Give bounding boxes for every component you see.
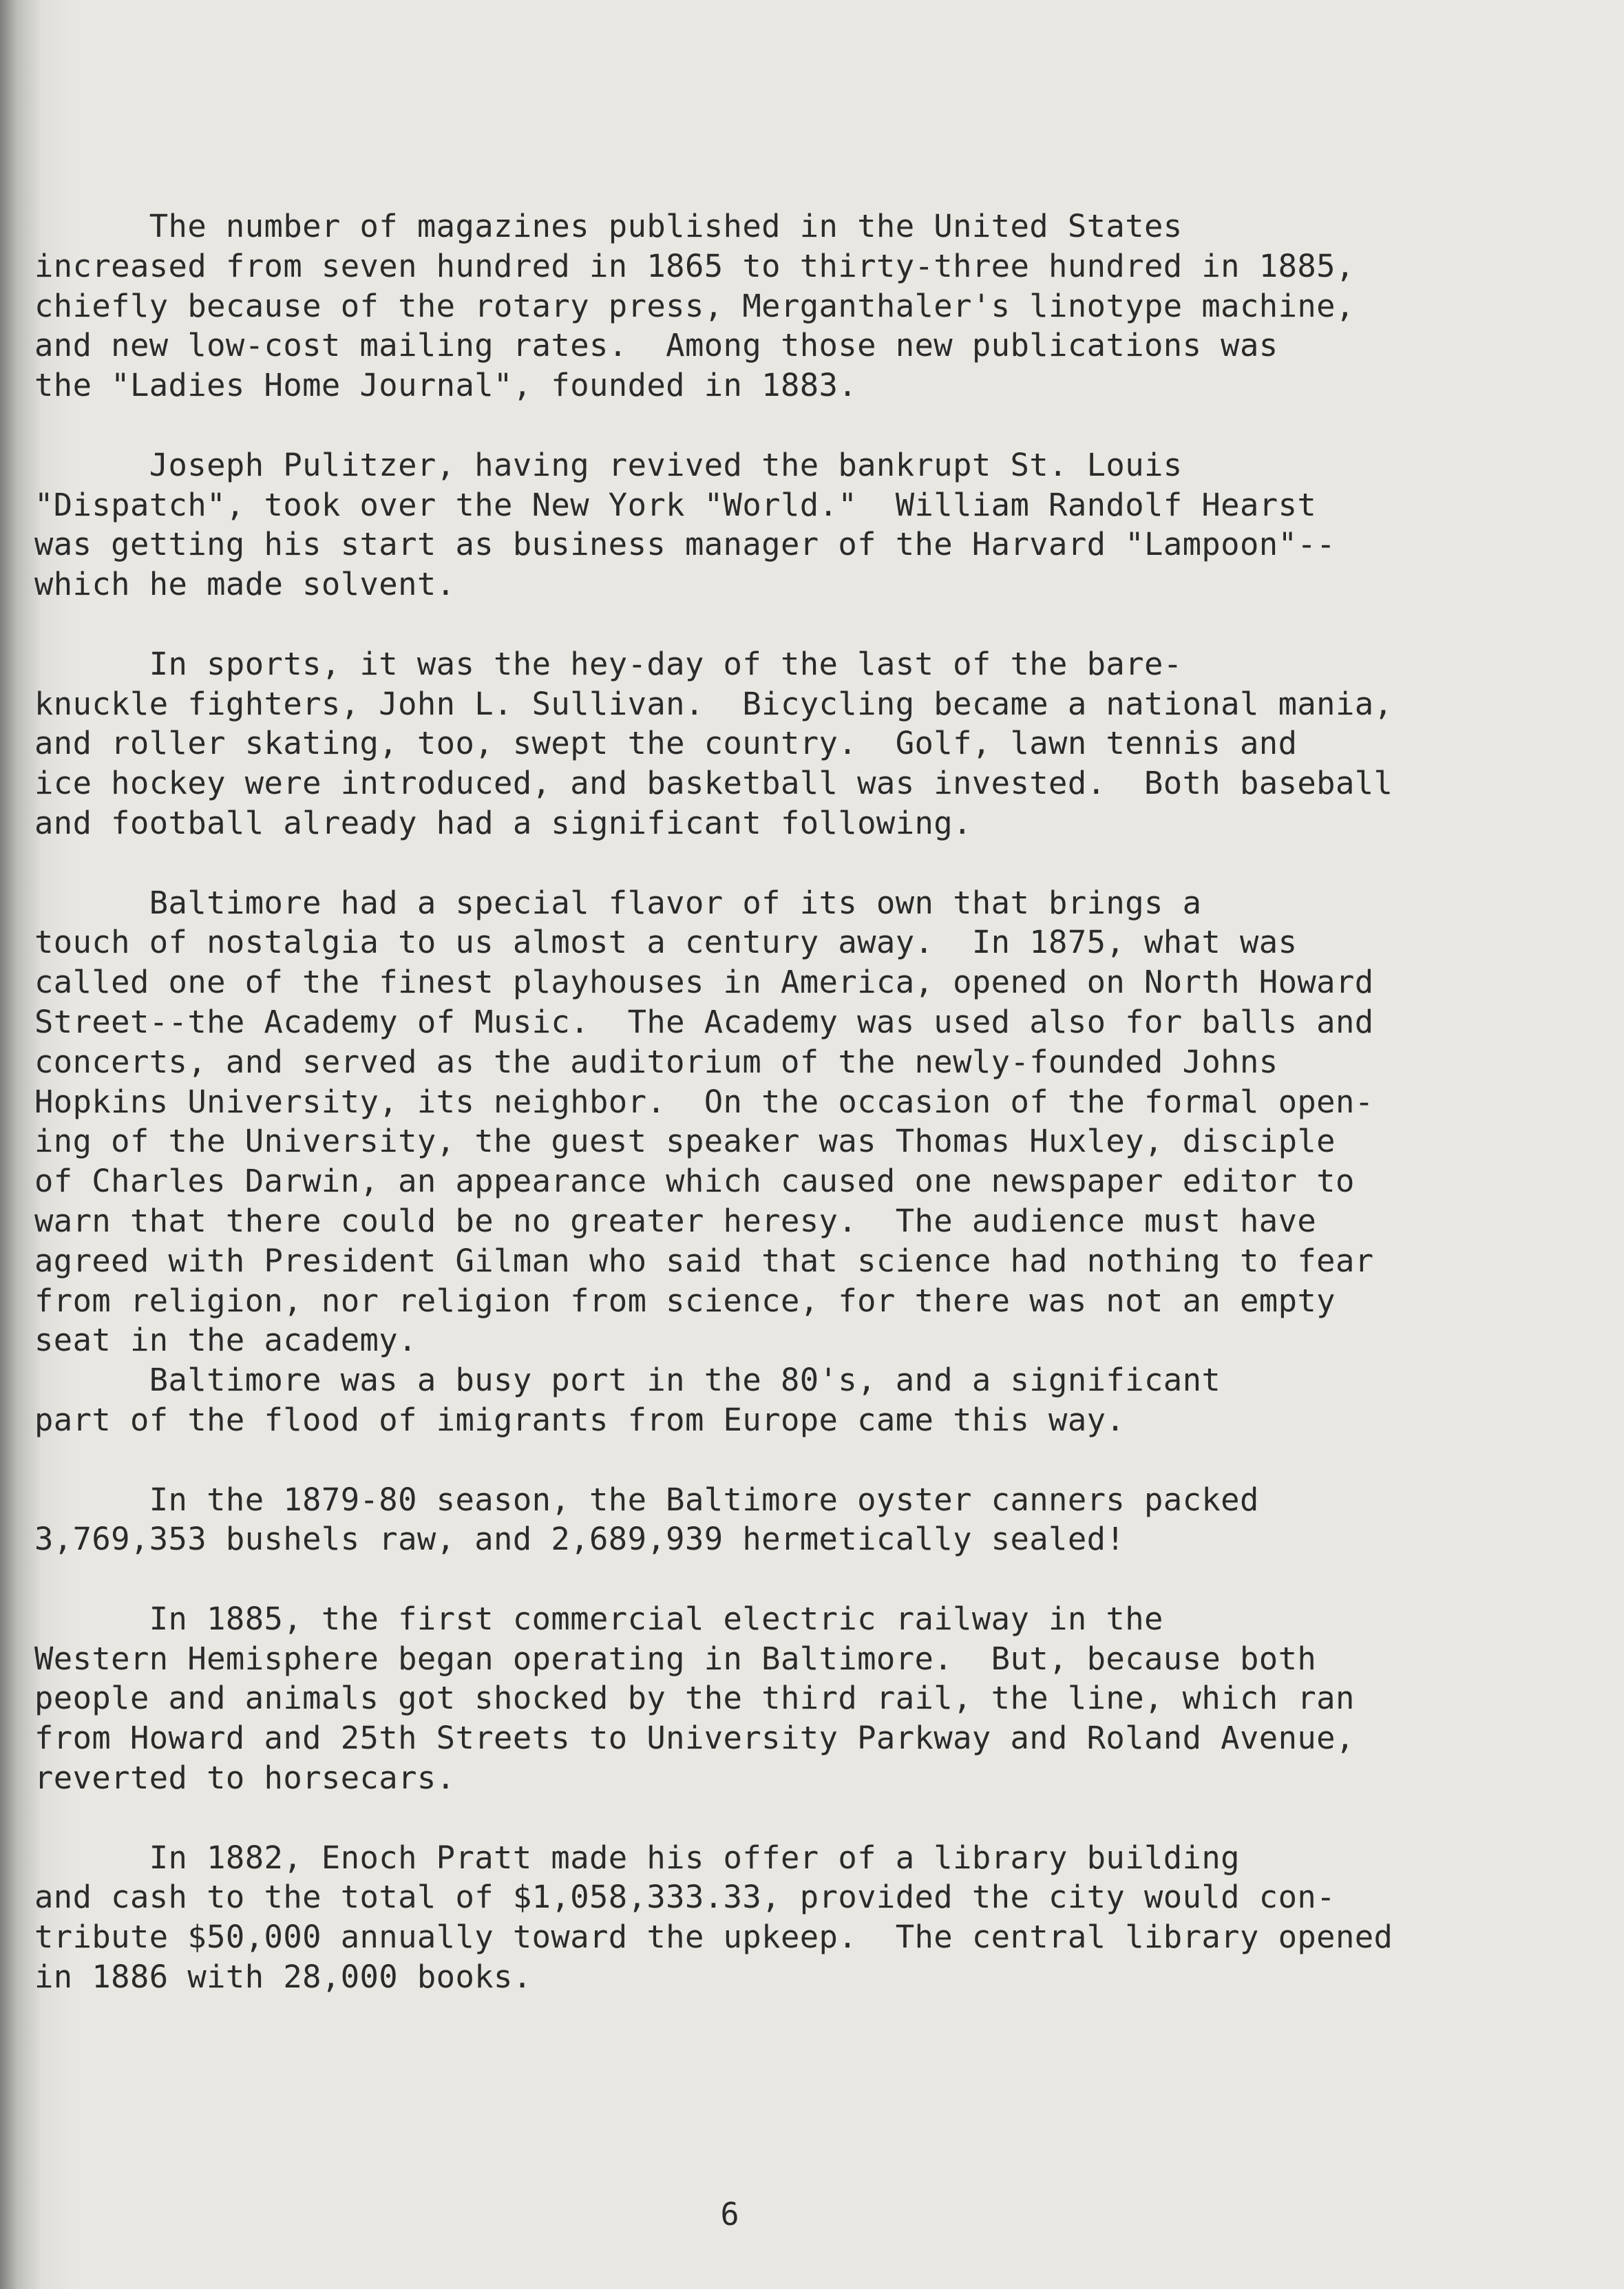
text-line: In 1882, Enoch Pratt made his offer of a library building: [34, 1839, 1240, 1876]
text-line: Baltimore had a special flavor of its own that brings a: [34, 884, 1202, 921]
text-line: Street--the Academy of Music. The Academy was used also for balls and: [34, 1003, 1374, 1040]
paragraph: [34, 644, 1570, 843]
paragraph: [34, 1360, 1570, 1440]
text-line: warn that there could be no greater heresy. The audience must have: [34, 1202, 1317, 1239]
text-line: "Dispatch", took over the New York "World." William Randolf Hearst: [34, 486, 1317, 523]
paragraph: [34, 445, 1570, 604]
paragraph: [34, 1480, 1570, 1560]
text-line: from Howard and 25th Streets to University Parkway and Roland Avenue,: [34, 1720, 1355, 1757]
text-line: Hopkins University, its neighbor. On the occasion of the formal open-: [34, 1083, 1374, 1120]
text-line: people and animals got shocked by the third rail, the line, which ran: [34, 1680, 1355, 1717]
text-line: the "Ladies Home Journal", founded in 1883.: [34, 367, 858, 404]
text-line: Western Hemisphere began operating in Baltimore. But, because both: [34, 1640, 1317, 1677]
body-text: [34, 207, 1570, 2037]
text-line: ing of the University, the guest speaker was Thomas Huxley, disciple: [34, 1123, 1336, 1160]
text-line: In the 1879-80 season, the Baltimore oyster canners packed: [34, 1481, 1259, 1518]
text-line: tribute $50,000 annually toward the upkeep. The central library opened: [34, 1919, 1393, 1956]
paragraph: [34, 883, 1570, 1361]
text-line: The number of magazines published in the United States: [34, 208, 1183, 244]
text-line: called one of the finest playhouses in America, opened on North Howard: [34, 964, 1374, 1001]
text-line: chiefly because of the rotary press, Merganthaler's linotype machine,: [34, 287, 1355, 324]
text-line: from religion, nor religion from science, for there was not an empty: [34, 1282, 1336, 1319]
text-line: In 1885, the first commercial electric railway in the: [34, 1600, 1163, 1637]
paragraph: [34, 1838, 1570, 1997]
page-number: 6: [720, 2196, 739, 2233]
text-line: In sports, it was the hey-day of the last of the bare-: [34, 645, 1183, 682]
text-line: 3,769,353 bushels raw, and 2,689,939 hermetically sealed!: [34, 1521, 1126, 1558]
text-line: ice hockey were introduced, and basketball was invested. Both baseball: [34, 765, 1393, 802]
text-line: seat in the academy.: [34, 1322, 417, 1359]
text-line: Joseph Pulitzer, having revived the bankrupt St. Louis: [34, 446, 1183, 483]
paragraph: [34, 1599, 1570, 1798]
text-line: and roller skating, too, swept the country. Golf, lawn tennis and: [34, 725, 1298, 762]
text-line: and new low-cost mailing rates. Among those new publications was: [34, 327, 1278, 364]
text-line: increased from seven hundred in 1865 to thirty-three hundred in 1885,: [34, 247, 1355, 284]
text-line: part of the flood of imigrants from Europe came this way.: [34, 1401, 1126, 1438]
text-line: in 1886 with 28,000 books.: [34, 1959, 532, 1996]
text-line: touch of nostalgia to us almost a century away. In 1875, what was: [34, 924, 1298, 961]
text-line: Baltimore was a busy port in the 80's, and a significant: [34, 1362, 1221, 1399]
text-line: reverted to horsecars.: [34, 1760, 456, 1797]
text-line: which he made solvent.: [34, 566, 456, 603]
text-line: and cash to the total of $1,058,333.33, provided the city would con-: [34, 1879, 1336, 1916]
text-line: knuckle fighters, John L. Sullivan. Bicycling became a national mania,: [34, 685, 1393, 722]
text-line: concerts, and served as the auditorium of the newly-founded Johns: [34, 1043, 1278, 1080]
text-line: agreed with President Gilman who said that science had nothing to fear: [34, 1242, 1374, 1279]
paragraph: [34, 207, 1570, 405]
text-line: and football already had a significant following.: [34, 804, 972, 841]
text-line: of Charles Darwin, an appearance which caused one newspaper editor to: [34, 1163, 1355, 1200]
text-line: was getting his start as business manager of the Harvard "Lampoon"--: [34, 526, 1336, 563]
